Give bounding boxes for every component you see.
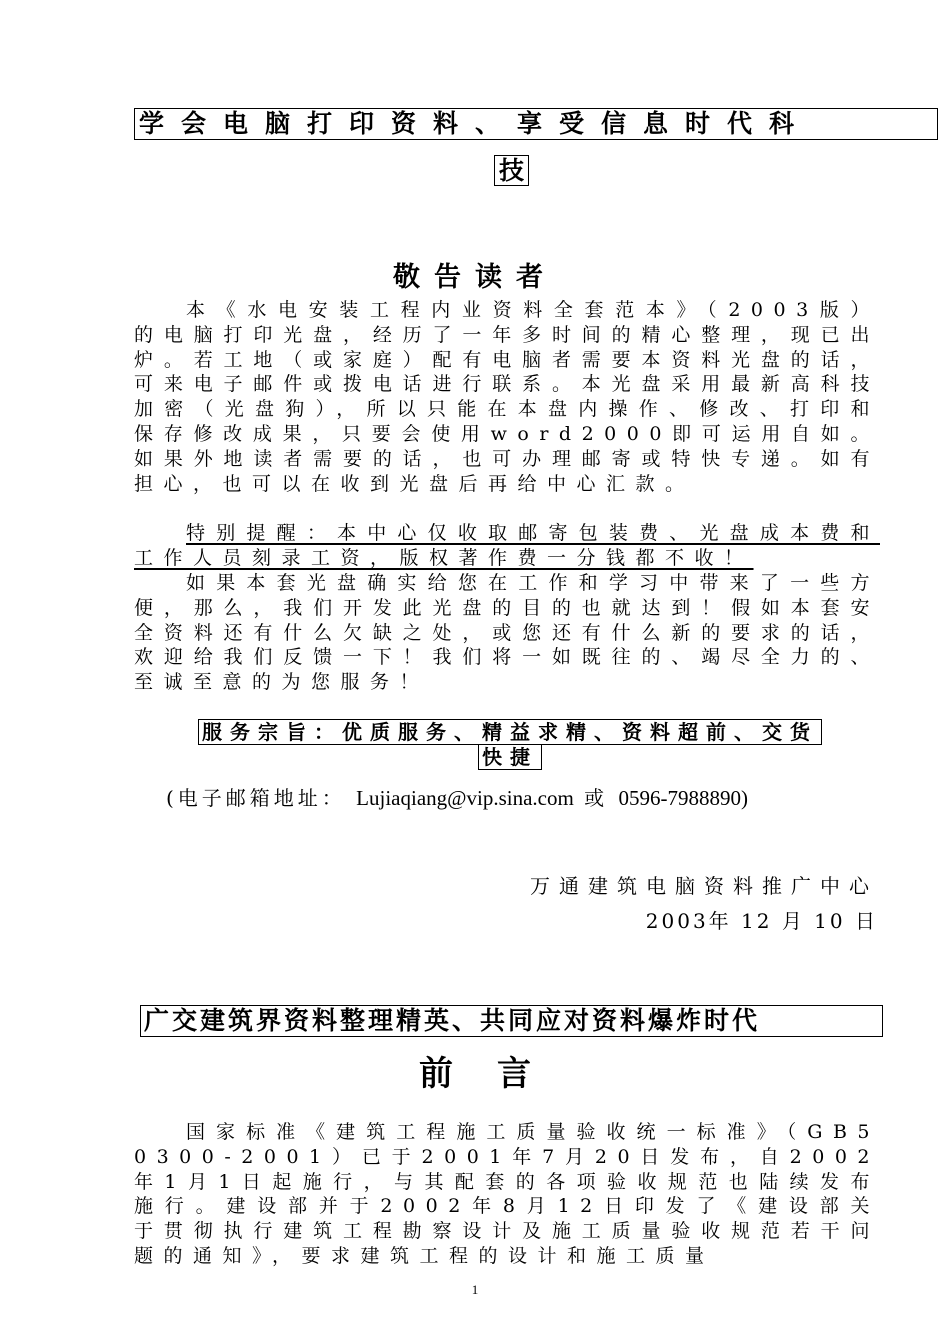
page-number: 1 bbox=[471, 1282, 479, 1297]
preface-paragraph: 国家标准《建筑工程施工质量验收统一标准》（GB50300-2001）已于2001年7月20日发布，自2002年1月1日起施行，与其配套的各项验收规范也陆续发布施行。建设部并于2002年8月12日印发了《建设部关于贯彻执行建筑工程勘察设计及施工质量验收规范若干问题的通知》，要求建筑工程的设计和施工质量 bbox=[134, 1121, 880, 1267]
service-motto-line2: 快捷 bbox=[478, 744, 542, 770]
notice-paragraph: 本《水电安装工程内业资料全套范本》（2003版）的电脑打印光盘，经历了一年多时间的精心整理，现已出炉。若工地（或家庭）配有电脑者需要本资料光盘的话，可来电子邮件或拨电话进行联系。本光盘采用最新高科技加密（光盘狗），所以只能在本盘内操作、修改、打印和保存修改成果，只要会使用word2000即可运用自如。如果外地读者需要的话，也可办理邮寄或特快专递。如有担心，也可以在收到光盘后再给中心汇款。 bbox=[134, 299, 880, 495]
banner-title-box: 技 bbox=[494, 155, 529, 186]
banner-title: 学会电脑打印资料、享受信息时代科 bbox=[134, 108, 938, 140]
contact-prefix: (电子邮箱地址： bbox=[166, 786, 346, 810]
preface-heading: 前言 bbox=[419, 1054, 575, 1094]
contact-email: Lujiaqiang@vip.sina.com bbox=[356, 786, 574, 810]
banner-title-continuation bbox=[494, 156, 529, 186]
special-reminder: 特别提醒：本中心仅收取邮寄包装费、光盘成本费和工作人员刻录工资，版权著作费一分钱都不收！ bbox=[134, 522, 880, 569]
service-motto-line1: 服务宗旨：优质服务、精益求精、资料超前、交货 bbox=[198, 719, 822, 745]
signature-organization: 万通建筑电脑资料推广中心 bbox=[530, 874, 878, 898]
preface-banner: 广交建筑界资料整理精英、共同应对资料爆炸时代 bbox=[140, 1005, 883, 1037]
contact-phone: 0596-7988890) bbox=[618, 786, 749, 810]
contact-or: 或 bbox=[584, 786, 609, 810]
contact-line bbox=[166, 782, 748, 811]
notice-heading: 敬告读者 bbox=[393, 262, 557, 293]
notice-paragraph-closing: 如果本套光盘确实给您在工作和学习中带来了一些方便，那么，我们开发此光盘的目的也就达到！假如本套安全资料还有什么欠缺之处，或您还有什么新的要求的话，欢迎给我们反馈一下！我们将一如既往的、竭尽全力的、至诚至意的为您服务！ bbox=[134, 572, 880, 694]
signature-date: 2003年 12 月 10 日 bbox=[645, 909, 878, 933]
service-motto bbox=[140, 720, 880, 770]
